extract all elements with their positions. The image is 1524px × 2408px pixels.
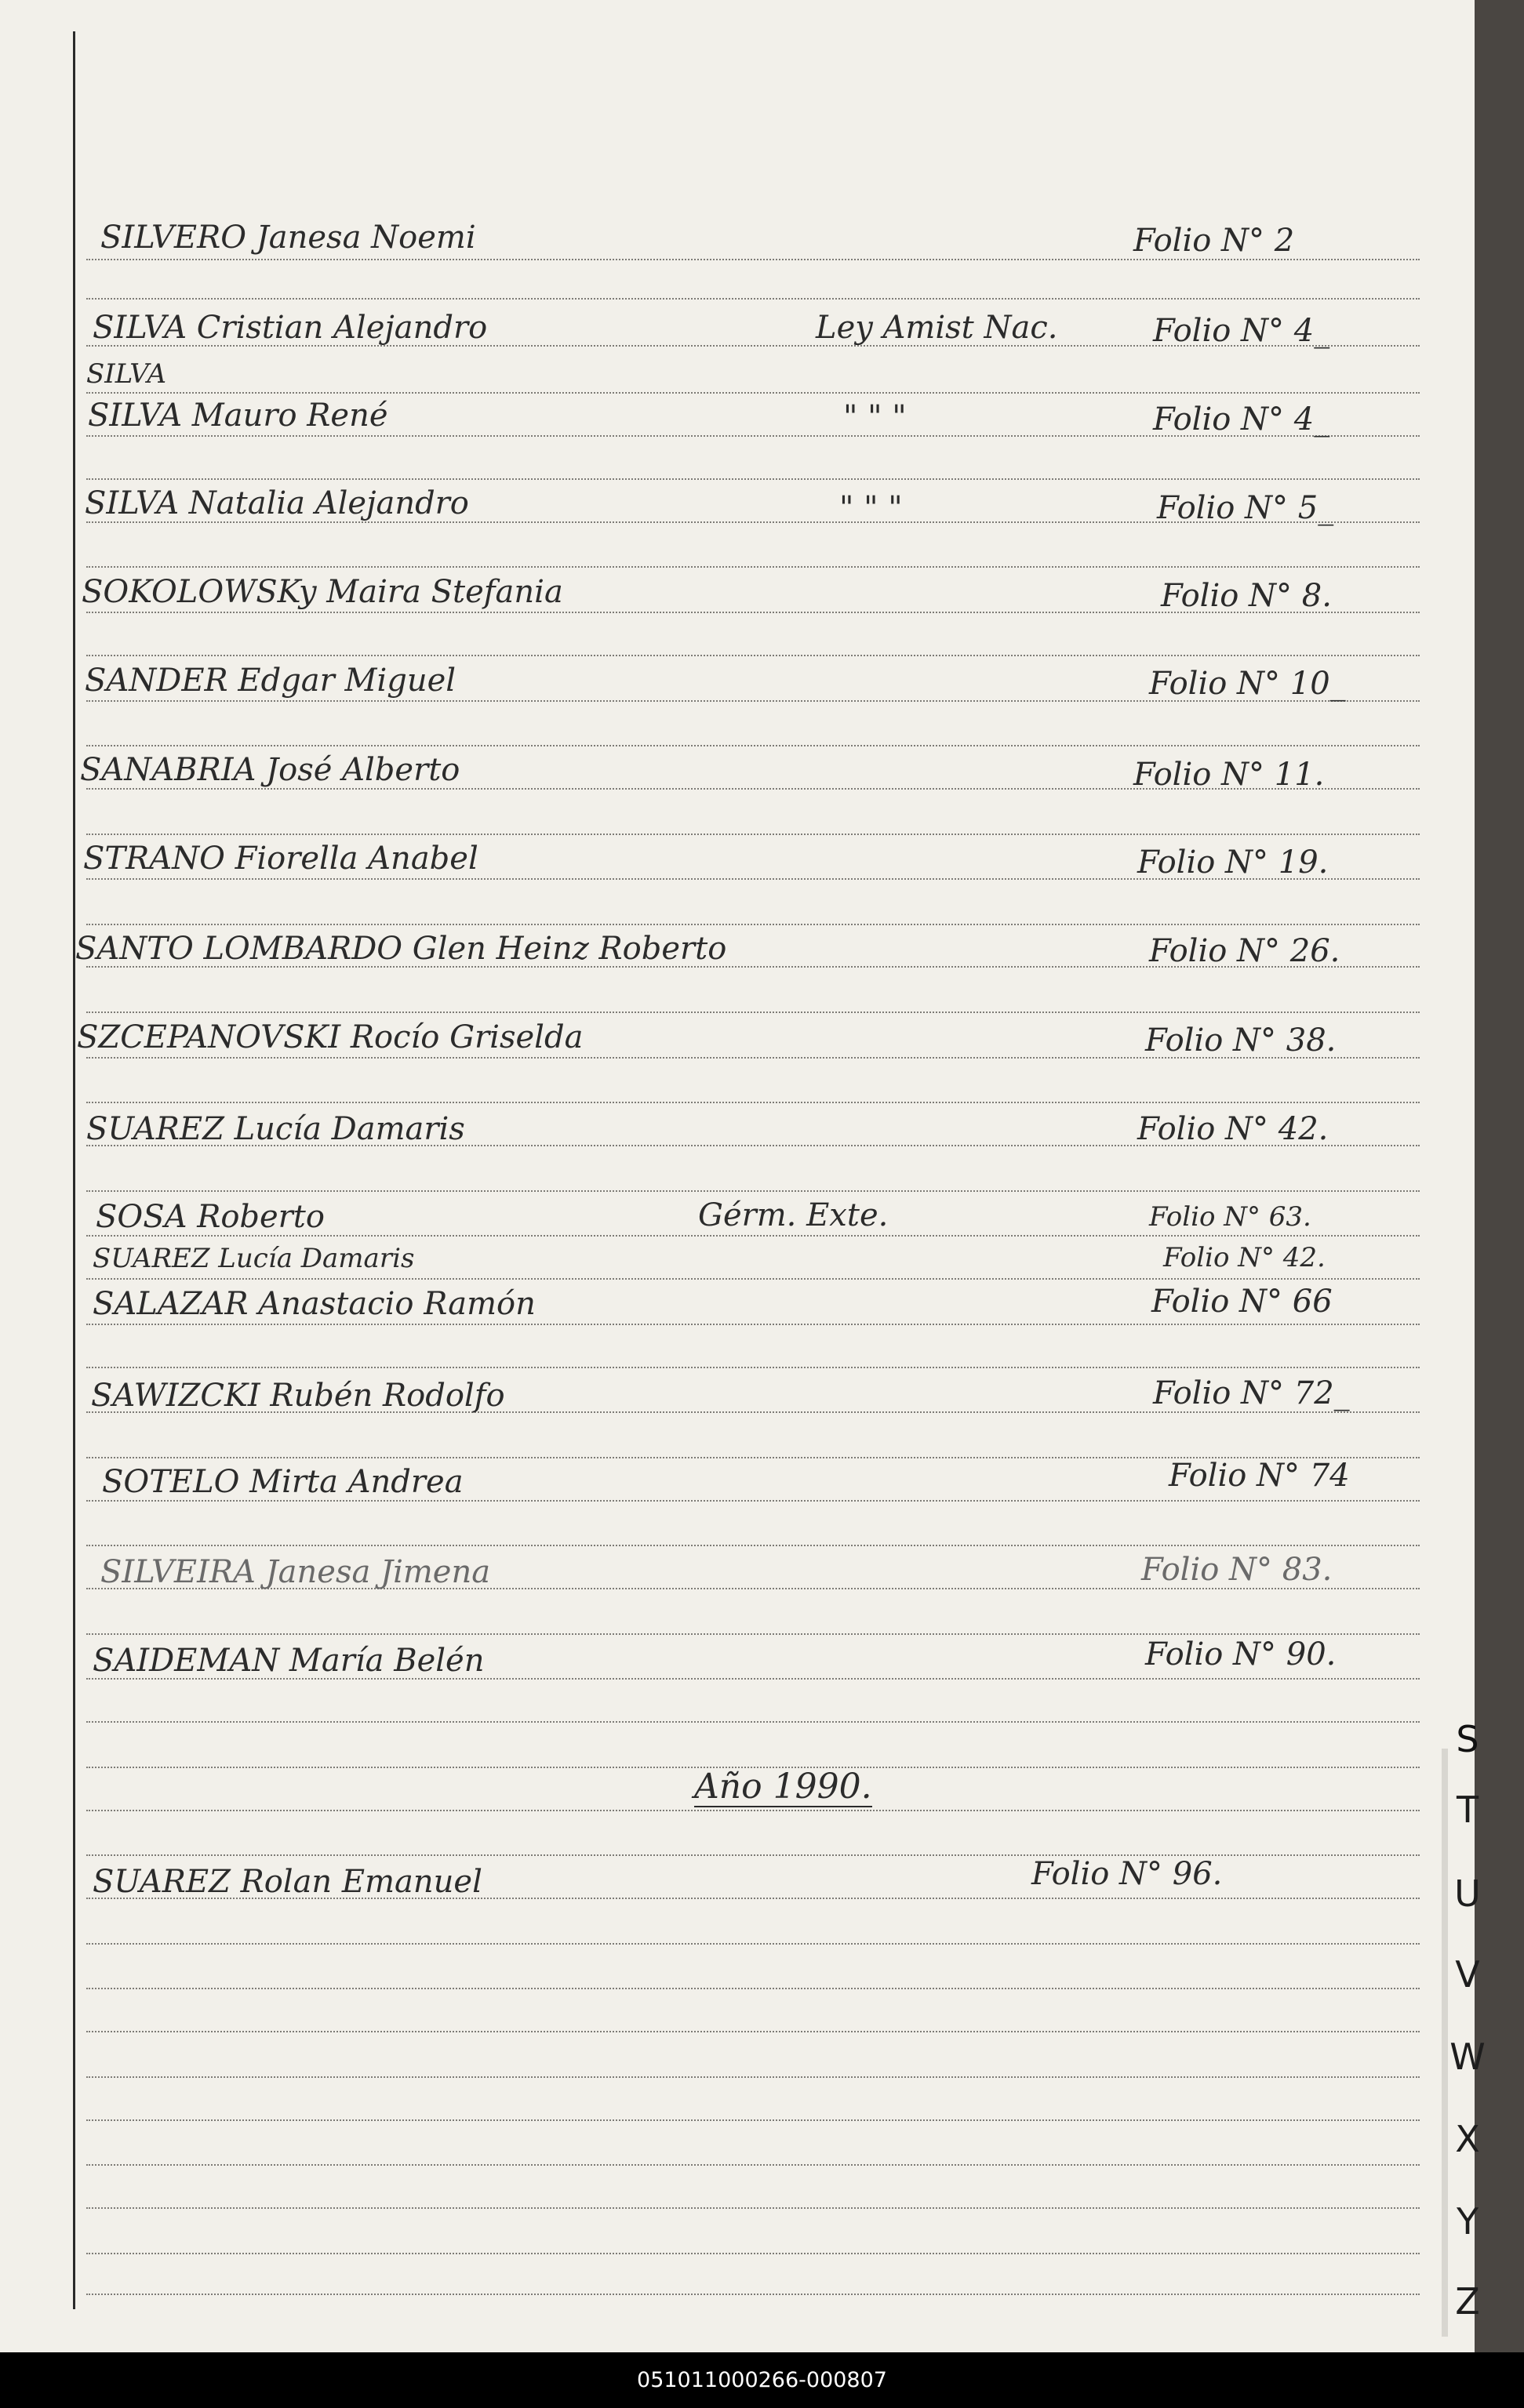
entry-folio: Folio N° 66 xyxy=(1151,1284,1333,1320)
ruled-line xyxy=(86,1721,1420,1723)
ruled-line xyxy=(86,1545,1420,1546)
index-tab-y[interactable]: Y xyxy=(1456,2200,1479,2243)
ruled-line xyxy=(86,924,1420,925)
ruled-line xyxy=(86,1012,1420,1013)
entry-name: SILVA xyxy=(86,358,167,390)
index-tab-x[interactable]: X xyxy=(1455,2118,1480,2160)
ruled-line xyxy=(86,2031,1420,2032)
ruled-line xyxy=(86,834,1420,835)
entry-name: SOTELO Mirta Andrea xyxy=(102,1464,464,1500)
ruled-line xyxy=(86,1810,1420,1811)
entry-folio: Folio N° 63. xyxy=(1149,1201,1311,1233)
year-heading: Año 1990. xyxy=(694,1767,872,1807)
entry-name: SOKOLOWSKy Maira Stefania xyxy=(82,574,563,610)
ruled-line xyxy=(86,1367,1420,1368)
ruled-line xyxy=(86,1190,1420,1192)
entry-note: Ley Amist Nac. xyxy=(816,310,1058,346)
ruled-line xyxy=(86,478,1420,480)
entry-name: SILVA Natalia Alejandro xyxy=(85,485,469,521)
ruled-line xyxy=(86,2076,1420,2078)
footer-code: 051011000266-000807 xyxy=(0,2352,1524,2408)
entry-note: Gérm. Exte. xyxy=(698,1197,889,1233)
entry-folio: Folio N° 8. xyxy=(1161,578,1332,614)
ruled-line xyxy=(86,2294,1420,2295)
index-tabs xyxy=(1440,1702,1519,2329)
ruled-line xyxy=(86,1500,1420,1502)
ruled-line xyxy=(86,392,1420,394)
index-tab-u[interactable]: U xyxy=(1454,1872,1481,1915)
ruled-line xyxy=(86,745,1420,746)
ruled-line xyxy=(86,1633,1420,1635)
entry-folio: Folio N° 96. xyxy=(1031,1856,1223,1892)
ruled-line xyxy=(86,2207,1420,2209)
ruled-line xyxy=(86,298,1420,300)
entry-name: SALAZAR Anastacio Ramón xyxy=(93,1286,536,1322)
entry-folio: Folio N° 74 xyxy=(1169,1458,1350,1494)
ruled-line xyxy=(86,1278,1420,1280)
entry-name: SZCEPANOVSKI Rocío Griselda xyxy=(77,1019,584,1055)
entry-name: SILVA Mauro René xyxy=(88,398,388,434)
index-tab-z[interactable]: Z xyxy=(1455,2280,1480,2323)
entry-note: " " " xyxy=(839,490,903,526)
entry-name: SILVERO Janesa Noemi xyxy=(100,220,476,256)
ruled-line xyxy=(86,1988,1420,1989)
entry-name: SANTO LOMBARDO Glen Heinz Roberto xyxy=(75,931,727,967)
ruled-line xyxy=(86,2119,1420,2121)
entry-folio: Folio N° 10_ xyxy=(1149,666,1346,702)
entry-name: SAWIZCKI Rubén Rodolfo xyxy=(91,1378,505,1414)
entry-folio: Folio N° 72_ xyxy=(1153,1375,1350,1411)
ruled-line xyxy=(86,1943,1420,1945)
entry-folio: Folio N° 42. xyxy=(1137,1111,1329,1147)
ruled-line xyxy=(86,259,1420,260)
index-tab-w[interactable]: W xyxy=(1449,2036,1486,2078)
ruled-line xyxy=(86,2164,1420,2166)
entry-name: SANABRIA José Alberto xyxy=(80,752,460,788)
entry-name: SUAREZ Lucía Damaris xyxy=(86,1111,465,1147)
margin-line xyxy=(73,31,75,2309)
entry-name: SILVEIRA Janesa Jimena xyxy=(100,1554,491,1590)
index-tab-s[interactable]: S xyxy=(1456,1718,1479,1760)
entry-folio: Folio N° 90. xyxy=(1145,1636,1337,1673)
entry-folio: Folio N° 11. xyxy=(1133,757,1325,793)
entry-name: SILVA Cristian Alejandro xyxy=(93,310,488,346)
ruled-line xyxy=(86,566,1420,568)
entry-name: SUAREZ Lucía Damaris xyxy=(93,1243,415,1274)
ruled-line xyxy=(86,1235,1420,1237)
entry-name: SANDER Edgar Miguel xyxy=(85,663,456,699)
ruled-line xyxy=(86,2253,1420,2254)
index-tab-v[interactable]: V xyxy=(1455,1953,1480,1996)
ruled-line xyxy=(86,655,1420,656)
index-tab-t[interactable]: T xyxy=(1456,1789,1479,1831)
entry-folio: Folio N° 38. xyxy=(1145,1022,1337,1059)
entry-folio: Folio N° 2 xyxy=(1133,223,1295,259)
entry-name: STRANO Fiorella Anabel xyxy=(83,841,478,877)
entry-folio: Folio N° 42. xyxy=(1163,1242,1326,1273)
entry-folio: Folio N° 83. xyxy=(1141,1552,1333,1588)
ruled-line xyxy=(86,1324,1420,1325)
entry-folio: Folio N° 19. xyxy=(1137,844,1329,881)
entry-name: SUAREZ Rolan Emanuel xyxy=(93,1864,482,1900)
entry-note: " " " xyxy=(843,399,907,435)
ruled-line xyxy=(86,1102,1420,1103)
entry-folio: Folio N° 5_ xyxy=(1157,490,1334,526)
entry-folio: Folio N° 4_ xyxy=(1153,313,1330,349)
entry-folio: Folio N° 4_ xyxy=(1153,401,1330,438)
entry-folio: Folio N° 26. xyxy=(1149,933,1340,969)
entry-name: SOSA Roberto xyxy=(96,1199,325,1235)
entry-name: SAIDEMAN María Belén xyxy=(93,1643,485,1679)
